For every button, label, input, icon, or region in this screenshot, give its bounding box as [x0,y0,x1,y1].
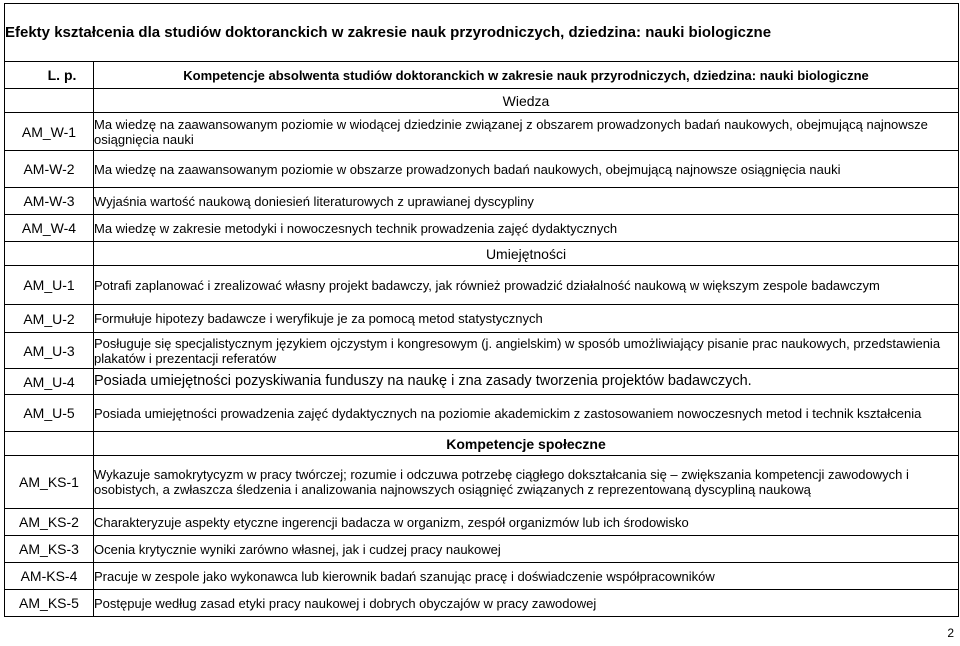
row-code: AM-W-3 [5,188,94,215]
table-row [5,266,959,305]
title-row [5,4,959,62]
row-description: Ma wiedzę na zaawansowanym poziomie w obszarze prowadzonych badań naukowych, obejmującą najnowsze osiągnięcia nauki [94,151,959,188]
row-code: AM_U-1 [5,266,94,305]
row-code: AM_U-4 [5,369,94,395]
row-code: AM-KS-4 [5,563,94,590]
table-row [5,395,959,432]
table-row [5,456,959,509]
table-row [5,333,959,369]
row-description: Wyjaśnia wartość naukową doniesień literaturowych z uprawianej dyscypliny [94,188,959,215]
table-row [5,563,959,590]
row-code: AM_W-1 [5,113,94,151]
header-code: L. p. [5,62,94,89]
table-row [5,369,959,395]
section-row [5,242,959,266]
competencies-table [4,3,959,617]
section-row [5,89,959,113]
row-code: AM_U-3 [5,333,94,369]
row-description: Ocenia krytycznie wyniki zarówno własnej, jak i cudzej pracy naukowej [94,536,959,563]
row-description: Ma wiedzę na zaawansowanym poziomie w wiodącej dziedzinie związanej z obszarem prowadzonych badań naukowych, obejmującą najnowsze osiągnięcia nauki [94,113,959,151]
document-title: Efekty kształcenia dla studiów doktoranckich w zakresie nauk przyrodniczych, dziedzina: nauki biologiczne [5,4,959,62]
row-description: Wykazuje samokrytycyzm w pracy twórczej; rozumie i odczuwa potrzebę ciągłego dokształcania się – zwiększania kompetencji zawodowych i osobistych, a zwłaszcza śledzenia i analizowania najnowszych osiągnięć związanych z reprezentowaną dyscypliną naukową [94,456,959,509]
empty-cell [5,89,94,113]
row-description: Potrafi zaplanować i zrealizować własny projekt badawczy, jak również prowadzić działalność naukową w większym zespole badawczym [94,266,959,305]
empty-cell [5,242,94,266]
header-description: Kompetencje absolwenta studiów doktoranckich w zakresie nauk przyrodniczych, dziedzina: nauki biologiczne [94,62,959,89]
row-code: AM_U-2 [5,305,94,333]
row-code: AM-W-2 [5,151,94,188]
row-description: Formułuje hipotezy badawcze i weryfikuje je za pomocą metod statystycznych [94,305,959,333]
row-code: AM_KS-5 [5,590,94,617]
row-code: AM_KS-3 [5,536,94,563]
row-description: Ma wiedzę w zakresie metodyki i nowoczesnych technik prowadzenia zajęć dydaktycznych [94,215,959,242]
row-code: AM_KS-2 [5,509,94,536]
section-heading-kompetencje: Kompetencje społeczne [94,432,959,456]
section-heading-umiejetnosci: Umiejętności [94,242,959,266]
header-row [5,62,959,89]
table-row [5,590,959,617]
row-code: AM_W-4 [5,215,94,242]
table-row [5,113,959,151]
table-row [5,509,959,536]
table-row [5,151,959,188]
table-row [5,215,959,242]
section-heading-wiedza: Wiedza [94,89,959,113]
row-description: Postępuje według zasad etyki pracy naukowej i dobrych obyczajów w pracy zawodowej [94,590,959,617]
table-row [5,188,959,215]
section-row [5,432,959,456]
row-code: AM_U-5 [5,395,94,432]
page-number: 2 [947,626,954,640]
row-description: Pracuje w zespole jako wykonawca lub kierownik badań szanując pracę i doświadczenie współpracowników [94,563,959,590]
table-row [5,536,959,563]
empty-cell [5,432,94,456]
row-code: AM_KS-1 [5,456,94,509]
row-description: Charakteryzuje aspekty etyczne ingerencji badacza w organizm, zespół organizmów lub ich środowisko [94,509,959,536]
row-description: Posługuje się specjalistycznym językiem ojczystym i kongresowym (j. angielskim) w sposób umożliwiający pisanie prac naukowych, przedstawienia plakatów i prezentacji referatów [94,333,959,369]
table-row [5,305,959,333]
row-description: Posiada umiejętności pozyskiwania funduszy na naukę i zna zasady tworzenia projektów badawczych. [94,369,959,395]
row-description: Posiada umiejętności prowadzenia zajęć dydaktycznych na poziomie akademickim z zastosowaniem nowoczesnych metod i technik kształcenia [94,395,959,432]
